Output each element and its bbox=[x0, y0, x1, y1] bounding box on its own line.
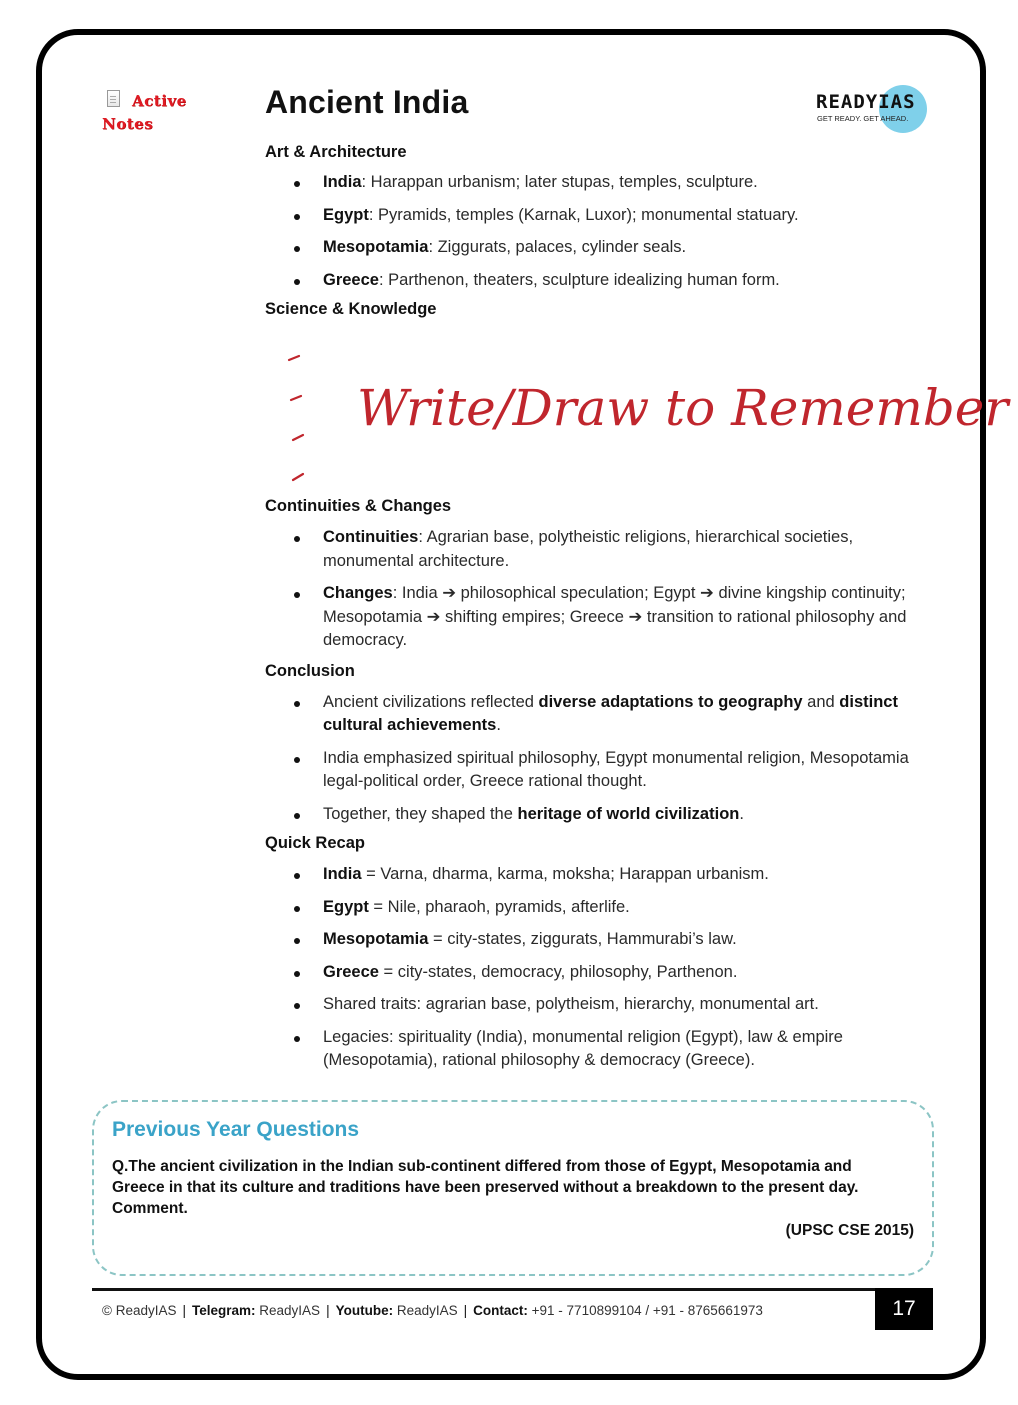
dash-mark bbox=[293, 435, 303, 440]
item-text: Legacies: spirituality (India), monumental religion (Egypt), law & empire (Mesopotamia), rational philosophy & democracy (Greece). bbox=[323, 1027, 843, 1069]
item-label: Mesopotamia bbox=[323, 930, 429, 948]
main-content bbox=[265, 141, 1009, 1073]
list-item bbox=[265, 928, 925, 952]
logo-word: READYIAS bbox=[816, 91, 916, 113]
list-item bbox=[265, 803, 925, 827]
item-label: Mesopotamia bbox=[323, 238, 429, 256]
footer-separator: | bbox=[463, 1303, 468, 1318]
continuities-list bbox=[265, 526, 925, 653]
page-number: 17 bbox=[875, 1288, 933, 1330]
page-title: Ancient India bbox=[265, 84, 469, 120]
item-emphasis: distinct cultural achievements bbox=[323, 692, 898, 734]
item-text: India emphasized spiritual philosophy, Egypt monumental religion, Mesopotamia legal-political order, Greece rational thought. bbox=[323, 748, 909, 790]
list-item bbox=[265, 526, 925, 573]
list-item bbox=[265, 236, 925, 260]
item-text: = Nile, pharaoh, pyramids, afterlife. bbox=[368, 897, 630, 916]
readyias-logo bbox=[815, 85, 935, 135]
pyq-title: Previous Year Questions bbox=[112, 1118, 360, 1141]
dash-mark bbox=[291, 396, 301, 400]
item-text: : Agrarian base, polytheistic religions, hierarchical societies, monumental architecture. bbox=[323, 528, 854, 570]
item-text: : Harappan urbanism; later stupas, temples, sculpture. bbox=[361, 173, 758, 191]
footer-separator: | bbox=[182, 1303, 186, 1318]
recap-list bbox=[265, 863, 925, 1073]
item-text: . bbox=[496, 716, 501, 734]
item-label: India bbox=[323, 173, 362, 191]
footer-telegram-value: ReadyIAS bbox=[255, 1303, 321, 1318]
art-list bbox=[265, 171, 925, 292]
item-text: = Varna, dharma, karma, moksha; Harappan urbanism. bbox=[361, 865, 769, 883]
section-heading-science: Science & Knowledge bbox=[265, 300, 437, 318]
badge-line2: Notes bbox=[102, 115, 154, 133]
document-icon bbox=[107, 90, 120, 107]
badge-line1: Active bbox=[132, 92, 187, 110]
handwritten-note-text: Write/Draw to Remember bbox=[357, 379, 1009, 437]
section-heading-continuities: Continuities & Changes bbox=[265, 497, 452, 515]
section-heading-art: Art & Architecture bbox=[265, 143, 407, 161]
list-item bbox=[265, 896, 925, 920]
item-text: = city-states, democracy, philosophy, Parthenon. bbox=[378, 962, 738, 981]
item-label: India bbox=[323, 865, 362, 883]
footer-copyright: © ReadyIAS bbox=[102, 1303, 177, 1318]
item-text: = city-states, ziggurats, Hammurabi’s law. bbox=[428, 930, 737, 948]
logo-tagline: GET READY. GET AHEAD. bbox=[817, 114, 909, 123]
item-text: : Ziggurats, palaces, cylinder seals. bbox=[428, 238, 687, 256]
item-text: : India ➔ philosophical speculation; Egypt ➔ divine kingship continuity; Mesopotamia ➔ shifting empires; Greece ➔ transition to rational philosophy and democracy. bbox=[323, 584, 907, 649]
item-label: Egypt bbox=[323, 205, 369, 224]
footer-separator: | bbox=[326, 1303, 330, 1318]
item-label: Greece bbox=[323, 962, 379, 981]
list-item bbox=[265, 582, 925, 653]
item-text: and bbox=[802, 692, 840, 711]
footer-divider bbox=[92, 1288, 876, 1291]
footer-contact-value: +91 - 7710899104 / +91 - 8765661973 bbox=[527, 1303, 763, 1318]
item-label: Greece bbox=[323, 270, 379, 289]
active-notes-badge bbox=[102, 90, 222, 136]
footer-telegram-label: Telegram: bbox=[192, 1303, 256, 1318]
item-emphasis: heritage of world civilization bbox=[517, 804, 740, 823]
pyq-question: Q.The ancient civilization in the Indian sub-continent differed from those of Egypt, Mesopotamia and Greece in that its culture and traditions have been preserved without a breakdown to the present day. Comment. bbox=[112, 1158, 859, 1217]
list-item bbox=[265, 863, 925, 887]
list-item bbox=[265, 171, 925, 195]
section-heading-conclusion: Conclusion bbox=[265, 661, 355, 680]
handwritten-note-svg bbox=[265, 320, 1009, 490]
item-label: Changes bbox=[323, 584, 393, 602]
footer-youtube-value: ReadyIAS bbox=[393, 1303, 458, 1318]
item-text: : Pyramids, temples (Karnak, Luxor); monumental statuary. bbox=[368, 205, 799, 224]
footer-youtube-label: Youtube: bbox=[335, 1303, 394, 1318]
previous-year-questions-box bbox=[92, 1100, 934, 1276]
item-text: Ancient civilizations reflected bbox=[323, 692, 539, 711]
list-item bbox=[265, 961, 925, 985]
conclusion-list bbox=[265, 691, 925, 827]
handwritten-note-area bbox=[265, 320, 1009, 495]
list-item bbox=[265, 1026, 925, 1073]
list-item bbox=[265, 747, 925, 794]
item-emphasis: diverse adaptations to geography bbox=[538, 692, 803, 711]
dash-mark bbox=[293, 474, 303, 480]
item-label: Egypt bbox=[323, 897, 369, 916]
item-label: Continuities bbox=[323, 528, 419, 546]
item-text: . bbox=[739, 804, 744, 823]
list-item bbox=[265, 691, 925, 738]
footer bbox=[102, 1303, 763, 1318]
footer-contact-label: Contact: bbox=[473, 1303, 528, 1318]
pyq-source: (UPSC CSE 2015) bbox=[785, 1222, 914, 1239]
item-text: Shared traits: agrarian base, polytheism, hierarchy, monumental art. bbox=[323, 995, 819, 1013]
item-text: : Parthenon, theaters, sculpture idealizing human form. bbox=[378, 270, 780, 289]
list-item bbox=[265, 993, 925, 1017]
list-item bbox=[265, 269, 925, 293]
list-item bbox=[265, 204, 925, 228]
dash-mark bbox=[289, 356, 299, 360]
item-text: Together, they shaped the bbox=[323, 804, 518, 823]
section-heading-recap: Quick Recap bbox=[265, 834, 365, 852]
